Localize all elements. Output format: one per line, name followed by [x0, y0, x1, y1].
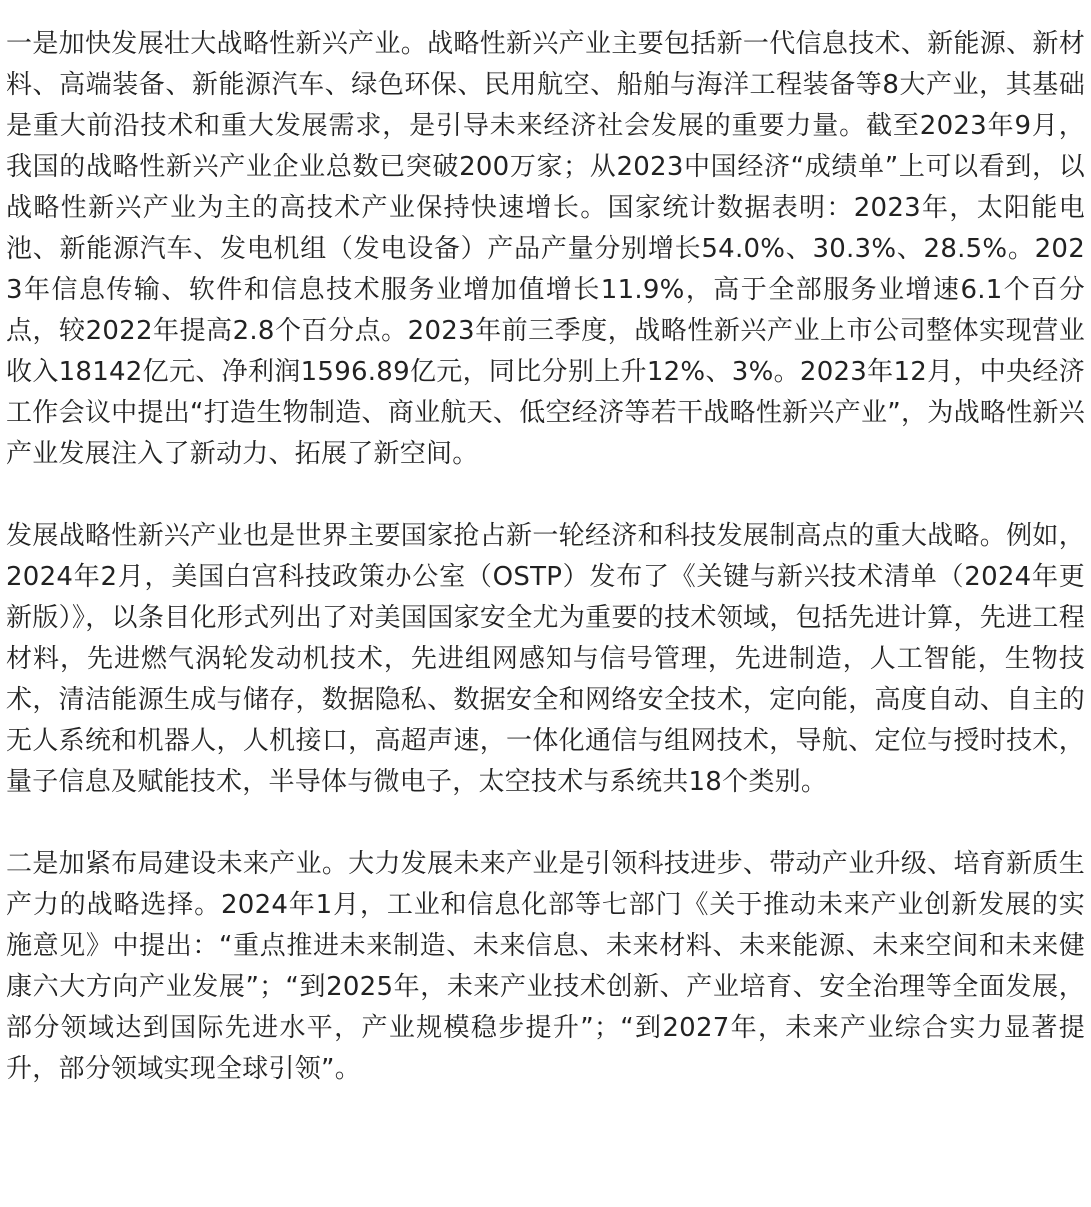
paragraph-future-industries: 二是加紧布局建设未来产业。大力发展未来产业是引领科技进步、带动产业升级、培育新质生产力的战略选择。2024年1月，工业和信息化部等七部门《关于推动未来产业创新发展的实施意见》中提出：“重点推进未来制造、未来信息、未来材料、未来能源、未来空间和未来健康六大方向产业发展”；“到2025年，未来产业技术创新、产业培育、安全治理等全面发展，部分领域达到国际先进水平，产业规模稳步提升”；“到2027年，未来产业综合实力显著提升，部分领域实现全球引领”。 — [6, 849, 1085, 1084]
paragraph-global-strategy: 发展战略性新兴产业也是世界主要国家抢占新一轮经济和科技发展制高点的重大战略。例如，2024年2月，美国白宫科技政策办公室（OSTP）发布了《关键与新兴技术清单（2024年更新版）》，以条目化形式列出了对美国国家安全尤为重要的技术领域，包括先进计算，先进工程材料，先进燃气涡轮发动机技术，先进组网感知与信号管理，先进制造，人工智能，生物技术，清洁能源生成与储存，数据隐私、数据安全和网络安全技术，定向能，高度自动、自主的无人系统和机器人，人机接口，高超声速，一体化通信与组网技术，导航、定位与授时技术，量子信息及赋能技术，半导体与微电子，太空技术与系统共18个类别。 — [6, 521, 1085, 797]
paragraph-emerging-industries: 一是加快发展壮大战略性新兴产业。战略性新兴产业主要包括新一代信息技术、新能源、新材料、高端装备、新能源汽车、绿色环保、民用航空、船舶与海洋工程装备等8大产业，其基础是重大前沿技术和重大发展需求，是引导未来经济社会发展的重要力量。截至2023年9月，我国的战略性新兴产业企业总数已突破200万家；从2023中国经济“成绩单”上可以看到，以战略性新兴产业为主的高技术产业保持快速增长。国家统计数据表明：2023年，太阳能电池、新能源汽车、发电机组（发电设备）产品产量分别增长54.0%、30.3%、28.5%。2023年信息传输、软件和信息技术服务业增加值增长11.9%，高于全部服务业增速6.1个百分点，较2022年提高2.8个百分点。2023年前三季度，战略性新兴产业上市公司整体实现营业收入18142亿元、净利润1596.89亿元，同比分别上升12%、3%。2023年12月，中央经济工作会议中提出“打造生物制造、商业航天、低空经济等若干战略性新兴产业”，为战略性新兴产业发展注入了新动力、拓展了新空间。 — [6, 29, 1085, 469]
